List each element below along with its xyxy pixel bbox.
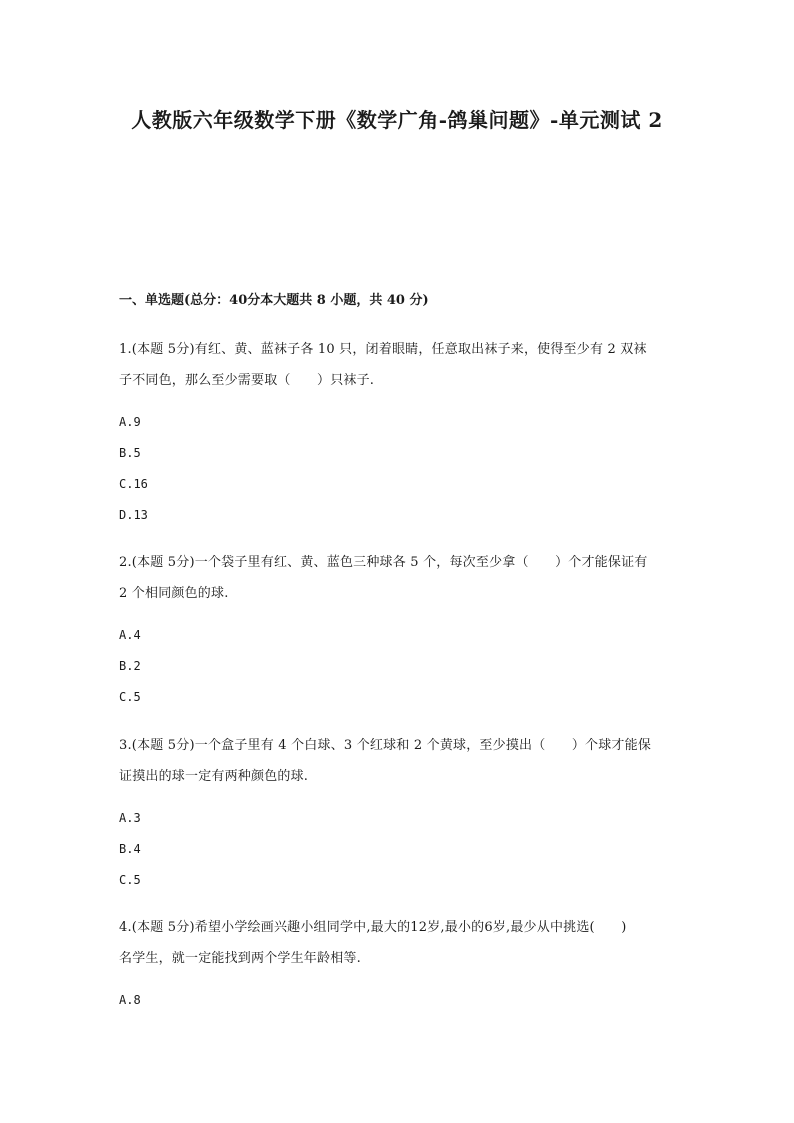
- page-title: 人教版六年级数学下册《数学广角-鸽巢问题》-单元测试 2: [131, 108, 663, 132]
- question-1-option-a: A.9: [119, 415, 141, 429]
- question-3-option-b: B.4: [119, 842, 141, 856]
- question-4-line-2: 名学生，就一定能找到两个学生年龄相等.: [119, 951, 361, 966]
- question-1-option-b: B.5: [119, 446, 141, 460]
- question-1-option-c: C.16: [119, 477, 148, 491]
- question-1-line-2: 子不同色，那么至少需要取（ ）只袜子.: [119, 373, 375, 388]
- question-2-line-2: 2 个相同颜色的球.: [119, 586, 229, 601]
- question-1-line-1: 1.(本题 5分)有红、黄、蓝袜子各 10 只，闭着眼睛，任意取出袜子来，使得至少有 2 双袜: [119, 342, 647, 357]
- question-3-option-c: C.5: [119, 873, 141, 887]
- question-4-line-1: 4.(本题 5分)希望小学绘画兴趣小组同学中,最大的12岁,最小的6岁,最少从中挑选( ): [119, 920, 627, 935]
- question-2-option-c: C.5: [119, 690, 141, 704]
- question-3-line-2: 证摸出的球一定有两种颜色的球.: [119, 769, 309, 784]
- question-1-option-d: D.13: [119, 508, 148, 522]
- question-2-option-b: B.2: [119, 659, 141, 673]
- question-3-line-1: 3.(本题 5分)一个盒子里有 4 个白球、3 个红球和 2 个黄球，至少摸出（ ）个球才能保: [119, 738, 652, 753]
- question-2-option-a: A.4: [119, 628, 141, 642]
- section-heading: 一、单选题(总分：40分本大题共 8 小题，共 40 分): [119, 293, 429, 308]
- question-2-line-1: 2.(本题 5分)一个袋子里有红、黄、蓝色三种球各 5 个，每次至少拿（ ）个才能保证有: [119, 555, 648, 570]
- question-3-option-a: A.3: [119, 811, 141, 825]
- question-4-option-a: A.8: [119, 993, 141, 1007]
